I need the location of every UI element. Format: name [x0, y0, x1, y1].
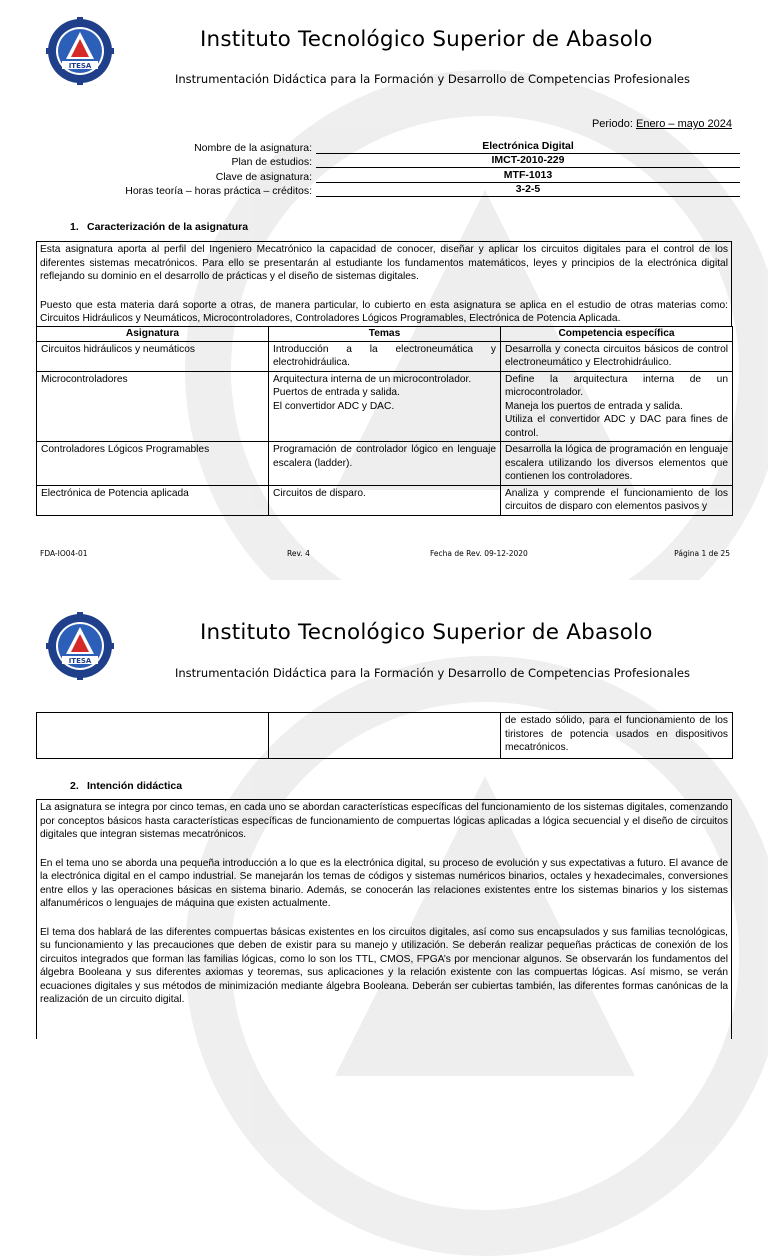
institute-logo [46, 17, 114, 85]
institute-title: Instituto Tecnológico Superior de Abasolo [200, 27, 653, 52]
section-1-heading: 1. Caracterización de la asignatura [70, 221, 249, 233]
course-info [60, 139, 740, 197]
table-row: Microcontroladores Arquitectura interna de un microcontrolador. Puertos de entrada y salida. El convertidor ADC y DAC. Define la arquitectura interna de un microcontrolador. Maneja los puertos de entrada y salida. Utiliza el convertidor ADC y DAC para fines de control. [37, 371, 733, 442]
info-row: Nombre de la asignatura: Electrónica Digital [60, 139, 740, 154]
info-row: Clave de asignatura: MTF-1013 [60, 168, 740, 183]
related-subjects-table [36, 326, 733, 516]
info-row: Plan de estudios: IMCT-2010-229 [60, 154, 740, 169]
document-subtitle: Instrumentación Didáctica para la Formación y Desarrollo de Competencias Profesionales [175, 666, 690, 680]
table-row: Controladores Lógicos Programables Programación de controlador lógico en lenguaje escalera (ladder). Desarrolla la lógica de programación en lenguaje escalera utilizando los diversos elementos que contienen los controladores. [37, 442, 733, 486]
table-row: Circuitos hidráulicos y neumáticos Introducción a la electroneumática y electrohidráulica. Desarrolla y conecta circuitos básicos de control electroneumático y Electrohidráulico. [37, 341, 733, 371]
footer-fecha: Fecha de Rev. 09-12-2020 [430, 549, 528, 558]
info-row: Horas teoría – horas práctica – créditos: 3-2-5 [60, 183, 740, 198]
page-gap [0, 580, 768, 596]
section-1-text: Esta asignatura aporta al perfil del Ingeniero Mecatrónico la capacidad de conocer, diseñar y aplicar los circuitos digitales para el control de los diferentes sistemas mecatrónicos. Para ello se presentarán al estudiante los fundamentos matemáticos, leyes y principios de la electrónica digital reflejando su dominio en el desarrollo de prácticas y el diseño de sistemas digitales. Puesto que esta materia dará soporte a otras, de manera particular, lo cubierto en esta asignatura se aplica en el estudio de otras materias como: Circuitos Hidráulicos y Neumáticos, Microcontroladores, Controladores Lógicos Programables, Electrónica de Potencia Aplicada. [36, 241, 732, 327]
institute-logo [46, 612, 114, 680]
svg-text:ITESA: ITESA [68, 657, 92, 665]
periodo: Periodo: Enero – mayo 2024 [591, 118, 732, 130]
table-header-row: Asignatura Temas Competencia específica [37, 327, 733, 342]
document-page-1 [0, 0, 768, 580]
svg-text:ITESA: ITESA [68, 62, 92, 70]
section-2-text: La asignatura se integra por cinco temas, en cada uno se abordan características específicas del funcionamiento de los sistemas digitales, comenzando por conceptos básicos hasta características específicas de funcionamiento de compuertas lógicas aplicadas a lógica secuencial y el diseño de circuitos digitales que integran sistemas mecatrónicos. En el tema uno se aborda una pequeña introducción a lo que es la electrónica digital, su proceso de evolución y sus expectativas a futuro. El avance de la electrónica digital en el campo industrial. Se manejarán los temas de códigos y sistemas numéricos binarios, octales y hexadecimales, conversiones entre ellos y las operaciones básicas en sistema binario. Además, se conocerán las relaciones existentes entre los sistemas binarios y los sistemas alfanuméricos o lenguajes de máquina que existen actualmente. El tema dos hablará de las diferentes compuertas básicas existentes en los circuitos digitales, así como sus encapsulados y sus familias tecnológicas, su funcionamiento y las precauciones que deben de existir para su manejo y utilización. Se deberán realizar pequeñas prácticas de conexión de los circuitos integrados que forman las familias lógicas, como lo son los TTL, CMOS, FPGA’s por mencionar algunos. Se observarán los fundamentos del álgebra Booleana y sus diferentes axiomas y teoremas, sus aplicaciones y la relación existente con las compuertas lógicas. Así mismo, se verán ecuaciones digitales y sus métodos de minimización mediante álgebra Booleana. Deberán ser cubiertas también, las diferentes formas canónicas de la realización de un circuito digital. [36, 799, 732, 1039]
document-subtitle: Instrumentación Didáctica para la Formación y Desarrollo de Competencias Profesionales [175, 72, 690, 86]
footer-rev: Rev. 4 [287, 549, 310, 558]
institute-title: Instituto Tecnológico Superior de Abasolo [200, 620, 653, 645]
document-page-2 [0, 596, 768, 1024]
footer-pagina: Página 1 de 25 [674, 549, 730, 558]
section-2-heading: 2. Intención didáctica [70, 780, 183, 792]
footer-code: FDA-IO04-01 [40, 549, 88, 558]
table-row: de estado sólido, para el funcionamiento de los tiristores de potencia usados en dispositivos mecatrónicos. [37, 713, 733, 759]
related-subjects-table-continued [36, 712, 733, 759]
table-row: Electrónica de Potencia aplicada Circuitos de disparo. Analiza y comprende el funcionamiento de los circuitos de disparo con elementos pasivos y [37, 485, 733, 515]
